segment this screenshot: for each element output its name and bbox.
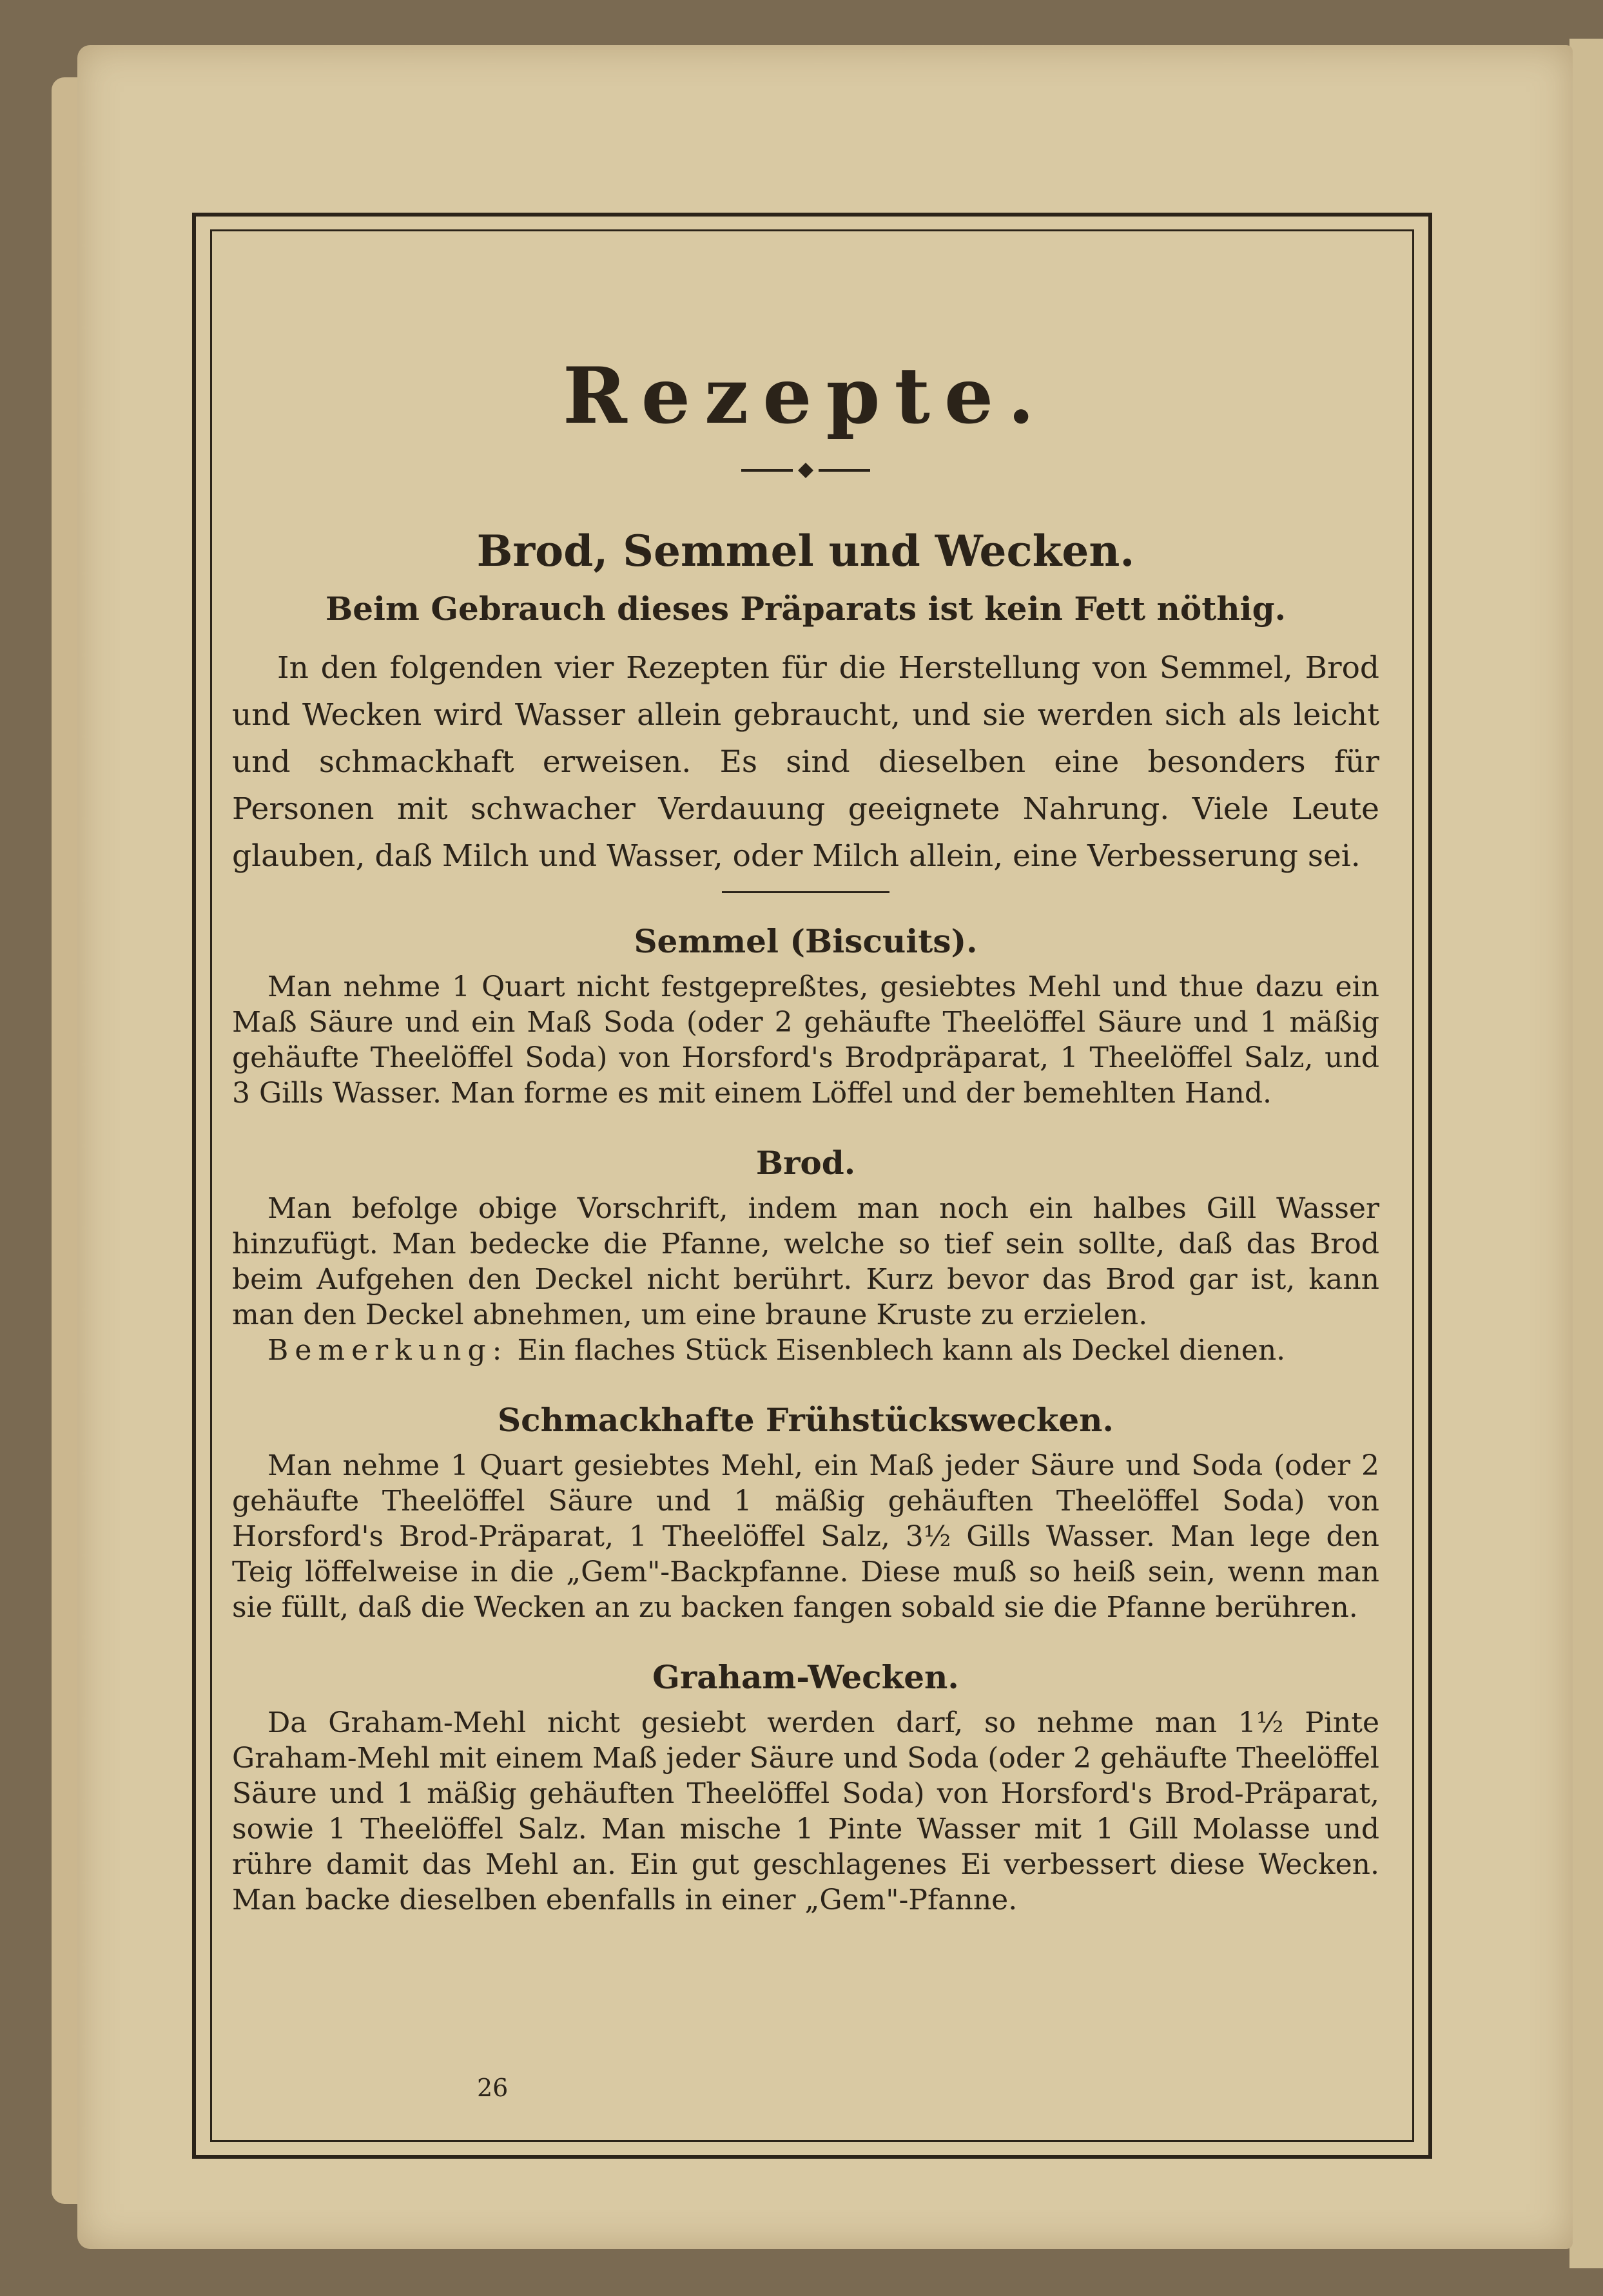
recipe-text: Man nehme 1 Quart nicht festgepreßtes, gesiebtes Mehl und thue dazu ein Maß Säure und ein Maß Soda (oder 2 gehäufte Theelöffel Säure und 1 mäßig gehäufte Theelöffel Soda) von Horsford's Brodpräparat, 1 Theelöffel Salz, und 3 Gills Wasser. Man forme es mit einem Löffel und der bemehlten Hand. <box>232 970 1379 1110</box>
note-text: Ein flaches Stück Eisenblech kann als Deckel dienen. <box>517 1334 1286 1367</box>
spacer <box>232 1368 1379 1398</box>
page-number: 26 <box>477 2074 509 2102</box>
page-title: Rezepte. <box>562 351 1049 441</box>
recipe-title: Graham-Wecken. <box>652 1658 959 1696</box>
page-content <box>232 348 1379 2139</box>
spacer <box>232 1625 1379 1655</box>
spacer <box>232 1111 1379 1141</box>
recipe-text: Man nehme 1 Quart gesiebtes Mehl, ein Maß jeder Säure und Soda (oder 2 gehäufte Theelöffel Säure und 1 mäßig gehäuften Theelöffel Soda) von Horsford's Brod-Präparat, 1 Theelöffel Salz, 3½ Gills Wasser. Man lege den Teig löffelweise in die „Gem"-Backpfanne. Diese muß so heiß sein, wenn man sie füllt, daß die Wecken an zu backen fangen sobald sie die Pfanne berühren. <box>232 1449 1379 1624</box>
recipe-title: Semmel (Biscuits). <box>634 922 978 960</box>
recipe-text: Man befolge obige Vorschrift, indem man noch ein halbes Gill Wasser hinzufügt. Man bedecke die Pfanne, welche so tief sein sollte, daß das Brod beim Aufgehen den Deckel nicht berührt. Kurz bevor das Brod gar ist, kann man den Deckel abnehmen, um eine braune Kruste zu erzielen. <box>232 1192 1379 1331</box>
title-ornament <box>741 458 870 483</box>
divider-rule <box>722 891 889 893</box>
section-title: Brod, Semmel und Wecken. <box>476 526 1135 576</box>
intro-paragraph: In den folgenden vier Rezepten für die Herstellung von Semmel, Brod und Wecken wird Wasser allein gebraucht, und sie werden sich als leicht und schmackhaft erweisen. Es sind dieselben eine besonders für Personen mit schwacher Verdauung geeignete Nahrung. Viele Leute glauben, daß Milch und Wasser, oder Milch allein, eine Verbesserung sei. <box>232 650 1379 874</box>
recipe-title: Schmackhafte Frühstückswecken. <box>498 1401 1114 1439</box>
recipe-title: Brod. <box>755 1144 856 1182</box>
note-label: Bemerkung: <box>267 1334 509 1367</box>
recipe-note <box>232 1333 1379 1368</box>
recipe-text: Da Graham-Mehl nicht gesiebt werden darf, so nehme man 1½ Pinte Graham-Mehl mit einem Maß jeder Säure und Soda (oder 2 gehäufte Theelöffel Säure und 1 mäßig gehäuften Theelöffel Soda) von Horsford's Brod-Präparat, sowie 1 Theelöffel Salz. Man mische 1 Pinte Wasser mit 1 Gill Molasse und rühre damit das Mehl an. Ein gut geschlagenes Ei verbessert diese Wecken. Man backe dieselben ebenfalls in einer „Gem"-Pfanne. <box>232 1706 1379 1916</box>
section-subtitle: Beim Gebrauch dieses Präparats ist kein Fett nöthig. <box>325 590 1287 628</box>
adjacent-page-edge <box>1569 39 1603 2268</box>
